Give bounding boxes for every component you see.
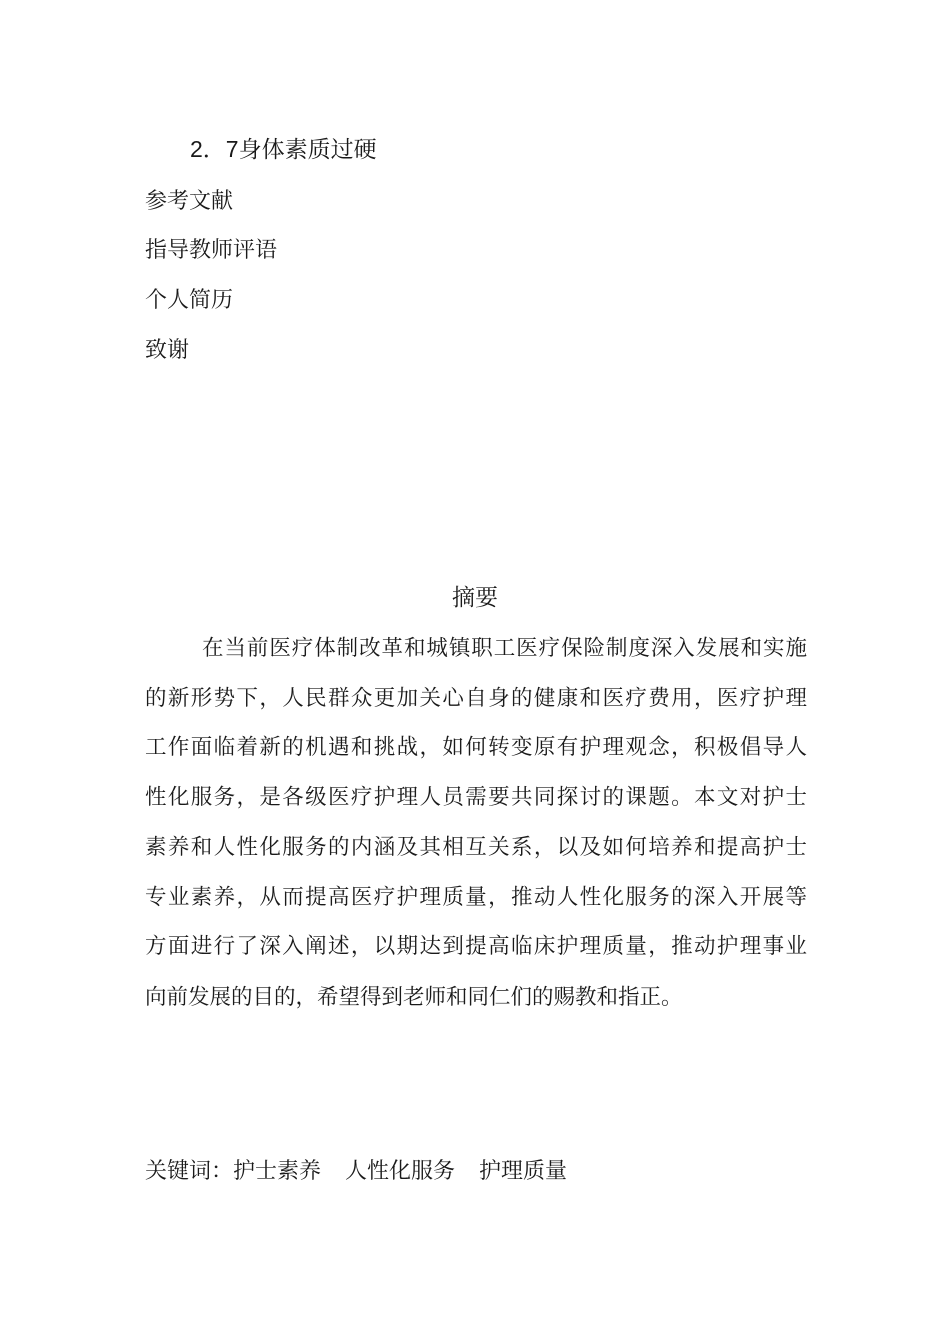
keyword: 人性化服务 bbox=[345, 1158, 456, 1183]
toc-item-acknowledgements: 致谢 bbox=[145, 337, 190, 362]
abstract-line: 素养和人性化服务的内涵及其相互关系，以及如何培养和提高护士 bbox=[145, 835, 807, 859]
keyword: 护理质量 bbox=[479, 1158, 568, 1183]
abstract-line-mixed bbox=[145, 931, 807, 961]
abstract-line-segment: 提高临床护理质量，推动护理事业 bbox=[465, 934, 807, 958]
abstract-line: 在当前医疗体制改革和城镇职工医疗保险制度深入发展和实施 bbox=[202, 636, 807, 660]
keywords-label: 关键词： bbox=[145, 1158, 234, 1183]
abstract-line: 的新形势下，人民群众更加关心自身的健康和医疗费用，医疗护理 bbox=[145, 686, 807, 710]
toc-item-resume: 个人简历 bbox=[145, 287, 234, 312]
keyword: 护士素养 bbox=[233, 1158, 322, 1183]
toc-item-references: 参考文献 bbox=[145, 188, 234, 213]
abstract-line: 工作面临着新的机遇和挑战，如何转变原有护理观念，积极倡导人 bbox=[145, 735, 807, 759]
abstract-line: 专业素养，从而提高医疗护理质量，推动人性化服务的深入开展等 bbox=[145, 885, 807, 909]
abstract-line-last: 向前发展的目的，希望得到老师和同仁们的赐教和指正。 bbox=[145, 985, 683, 1009]
keywords-line bbox=[145, 1156, 567, 1186]
abstract-title: 摘要 bbox=[452, 584, 498, 610]
toc-item-advisor-comments: 指导教师评语 bbox=[145, 237, 278, 262]
abstract-line: 性化服务，是各级医疗护理人员需要共同探讨的课题。本文对护士 bbox=[145, 785, 807, 809]
toc-subsection: 2．7身体素质过硬 bbox=[190, 136, 377, 162]
abstract-line-segment: 方面进行了深入阐述，以期达到 bbox=[145, 934, 466, 958]
